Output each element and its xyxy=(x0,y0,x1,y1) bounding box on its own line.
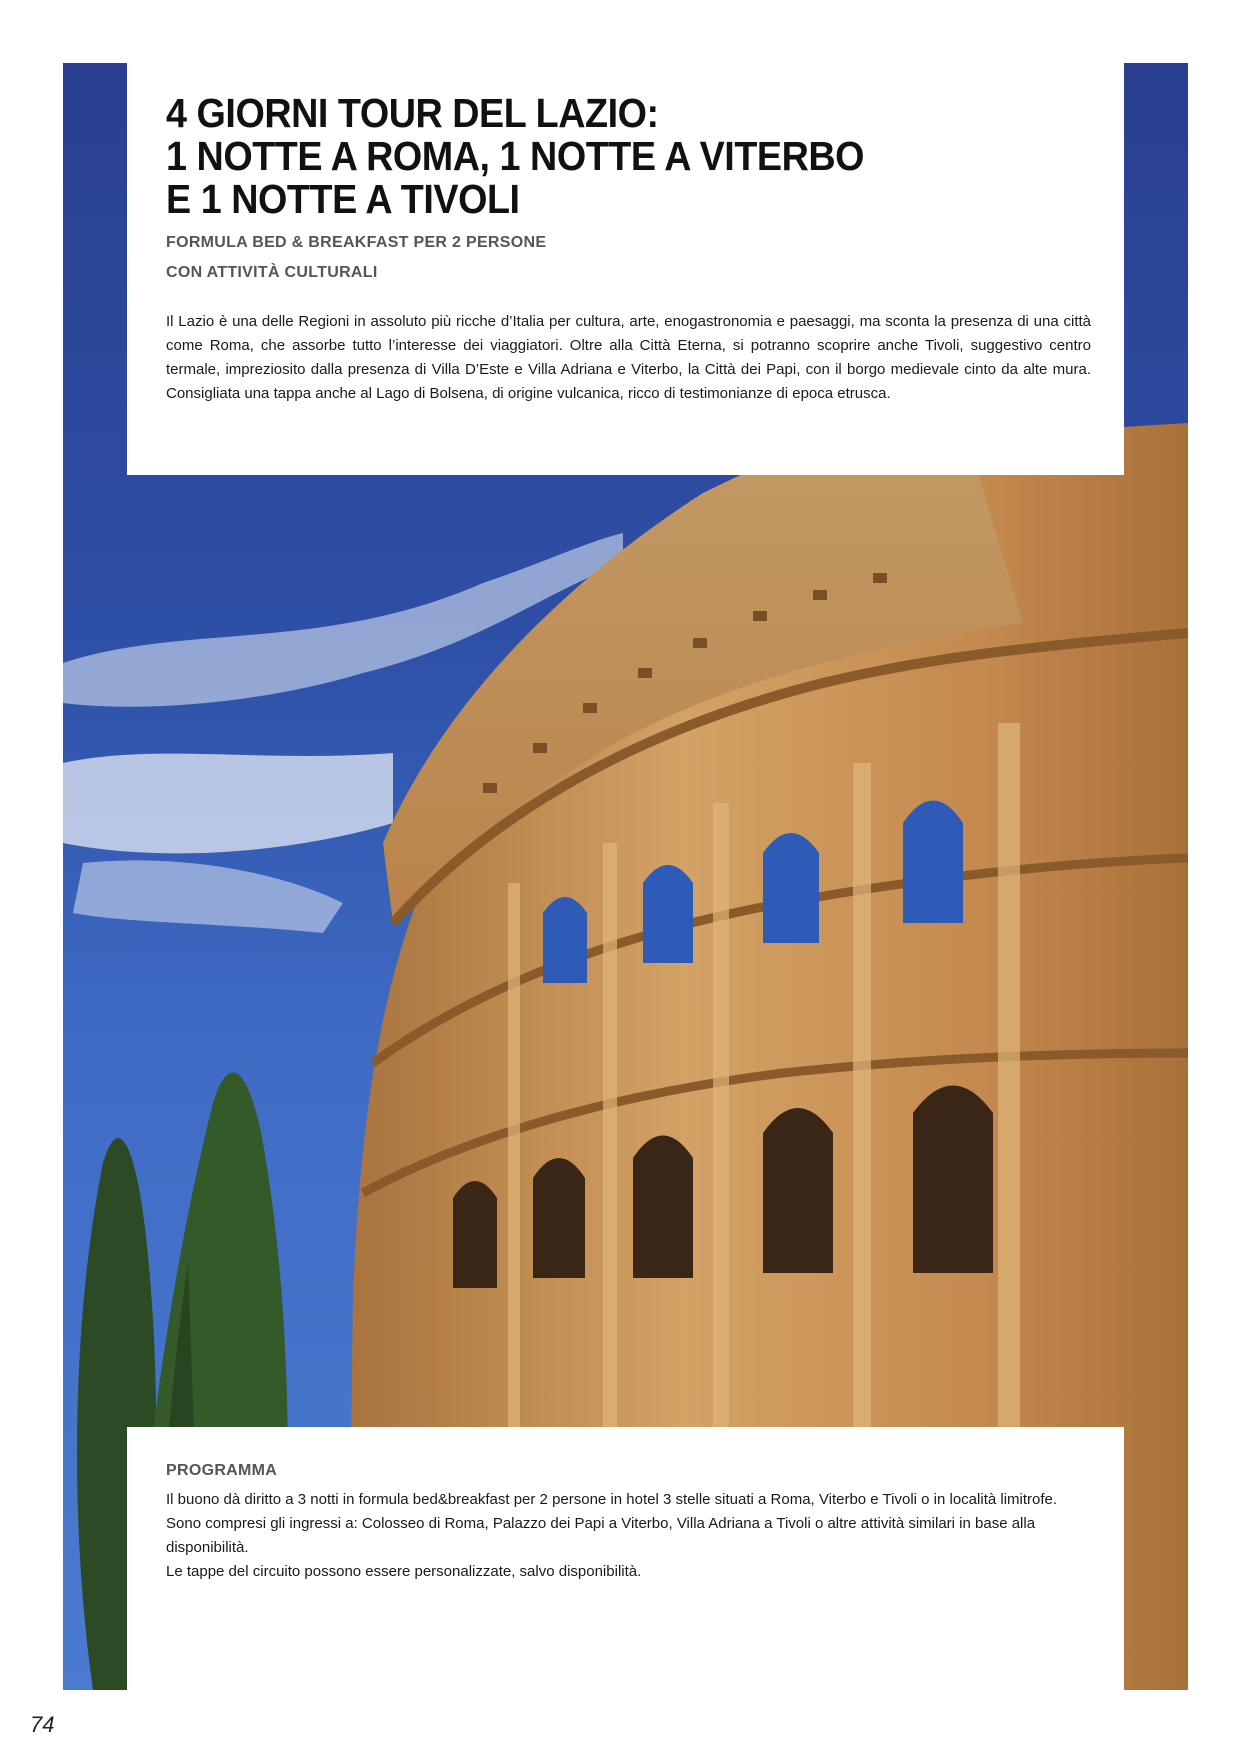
subtitle xyxy=(166,228,546,288)
programma-heading: PROGRAMMA xyxy=(166,1462,278,1479)
title-line-1: 4 GIORNI TOUR DEL LAZIO: xyxy=(166,90,659,136)
page-number: 74 xyxy=(30,1712,55,1737)
programma-text xyxy=(166,1488,1091,1584)
programma-paragraph-2: Sono compresi gli ingressi a: Colosseo di Roma, Palazzo dei Papi a Viterbo, Villa Adriana a Tivoli o altre attività similari in base alla disponibilità. xyxy=(166,1515,1036,1556)
page-title xyxy=(166,92,864,221)
intro-text: Il Lazio è una delle Regioni in assoluto più ricche d’Italia per cultura, arte, enogastronomia e paesaggi, ma sconta la presenza di una città come Roma, che assorbe tutto l’interesse dei viaggiatori. Oltre alla Città Eterna, si potranno scoprire anche Tivoli, suggestivo centro termale, impreziosito dalla presenza di Villa D’Este e Villa Adriana e Viterbo, la Città dei Papi, con il borgo medievale cinto da alte mura. Consigliata una tappa anche al Lago di Bolsena, di origine vulcanica, ricco di testimonianze di epoca etrusca. xyxy=(166,313,1091,402)
subtitle-line-1: FORMULA BED & BREAKFAST PER 2 PERSONE xyxy=(166,234,547,251)
title-line-3: E 1 NOTTE A TIVOLI xyxy=(166,176,520,222)
subtitle-line-2: CON ATTIVITÀ CULTURALI xyxy=(166,264,378,281)
programma-paragraph-3: Le tappe del circuito possono essere personalizzate, salvo disponibilità. xyxy=(166,1563,642,1580)
programma-paragraph-1: Il buono dà diritto a 3 notti in formula bed&breakfast per 2 persone in hotel 3 stelle situati a Roma, Viterbo e Tivoli o in località limitrofe. xyxy=(166,1491,1058,1508)
title-line-2: 1 NOTTE A ROMA, 1 NOTTE A VITERBO xyxy=(166,133,865,179)
